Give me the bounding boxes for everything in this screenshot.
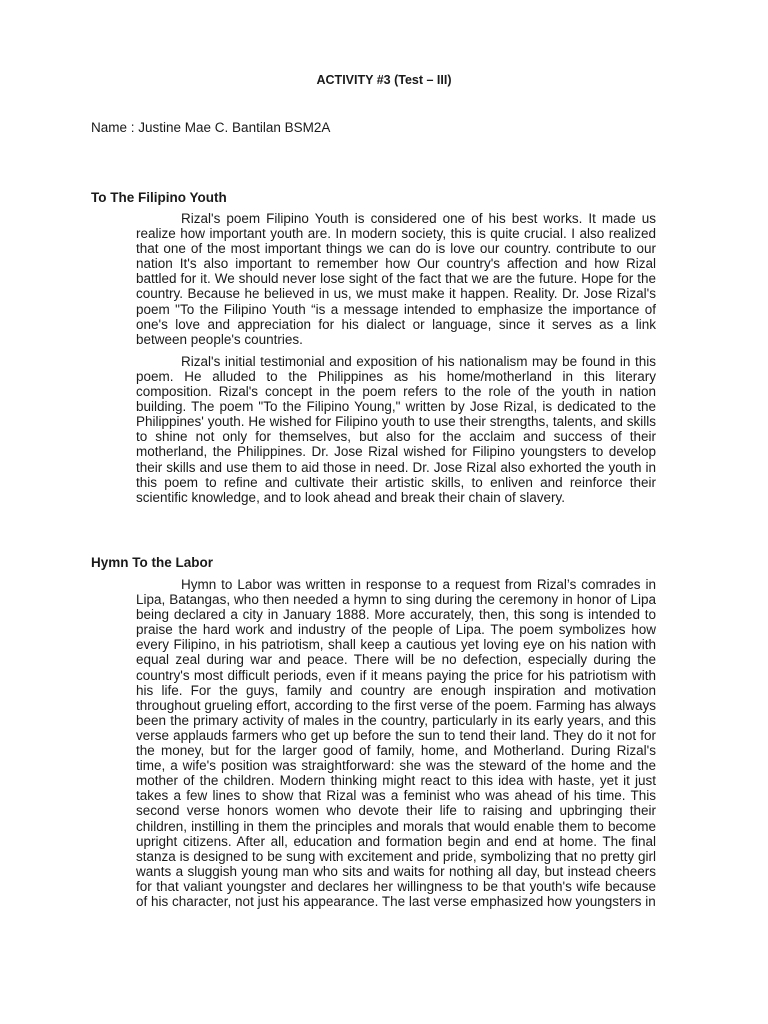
paragraph: Rizal's initial testimonial and exposition of his nationalism may be found in this poem. He alluded to the Philippines as his home/motherland in this literary composition. Rizal's concept in the poem refers to the role of the youth in nation building. The poem "To the Filipino Young," written by Jose Rizal, is dedicated to the Philippines' youth. He wished for Filipino youth to use their strengths, talents, and skills to shine not only for themselves, but also for the acclaim and success of their motherland, the Philippines. Dr. Jose Rizal wished for Filipino youngsters to develop their skills and use them to aid those in need. Dr. Jose Rizal also exhorted the youth in this poem to refine and cultivate their artistic skills, to enliven and reinforce their scientific knowledge, and to look ahead and break their chain of slavery. [136, 353, 656, 505]
paragraph: Rizal's poem Filipino Youth is considered one of his best works. It made us realize how important youth are. In modern society, this is quite crucial. I also realized that one of the most important things we can do is love our country. contribute to our nation It's also important to remember how Our country's affection and how Rizal battled for it. We should never lose sight of the fact that we are the future. Hope for the country. Because he believed in us, we must make it happen. Reality. Dr. Jose Rizal's poem "To the Filipino Youth “is a message intended to emphasize the importance of one's love and appreciation for his dialect or language, since it serves as a link between people's countries. [136, 211, 656, 347]
student-name-line: Name : Justine Mae C. Bantilan BSM2A [91, 120, 331, 135]
document-title: ACTIVITY #3 (Test – III) [316, 73, 452, 87]
section-heading-hymn-to-labor: Hymn To the Labor [91, 555, 214, 570]
section-heading-filipino-youth: To The Filipino Youth [91, 190, 227, 205]
section-body-hymn-to-labor [136, 577, 656, 909]
paragraph: Hymn to Labor was written in response to a request from Rizal’s comrades in Lipa, Batangas, who then needed a hymn to sing during the ceremony in honor of Lipa being declared a city in January 1888. More accurately, then, this song is intended to praise the hard work and industry of the people of Lipa. The poem symbolizes how every Filipino, in his patriotism, shall keep a cautious yet loving eye on his nation with equal zeal during war and peace. There will be no defection, especially during the country's most difficult periods, even if it means paying the price for his patriotism with his life. For the guys, family and country are enough inspiration and motivation throughout grueling effort, according to the first verse of the poem. Farming has always been the primary activity of males in the country, particularly in its early years, and this verse applauds farmers who get up before the sun to tend their land. They do it not for the money, but for the larger good of family, home, and Motherland. During Rizal's time, a wife's position was straightforward: she was the steward of the home and the mother of the children. Modern thinking might react to this idea with haste, yet it just takes a few lines to show that Rizal was a feminist who was ahead of his time. This second verse honors women who devote their life to raising and upbringing their children, instilling in them the principles and morals that would enable them to become upright citizens. After all, education and formation begin and end at home. The final stanza is designed to be sung with excitement and pride, symbolizing that no pretty girl wants a sluggish young man who sits and waits for nothing all day, but instead cheers for that valiant youngster and declares her willingness to be that youth's wife because of his character, not just his appearance. The last verse emphasized how youngsters in [136, 577, 656, 909]
section-body-filipino-youth [136, 211, 656, 505]
